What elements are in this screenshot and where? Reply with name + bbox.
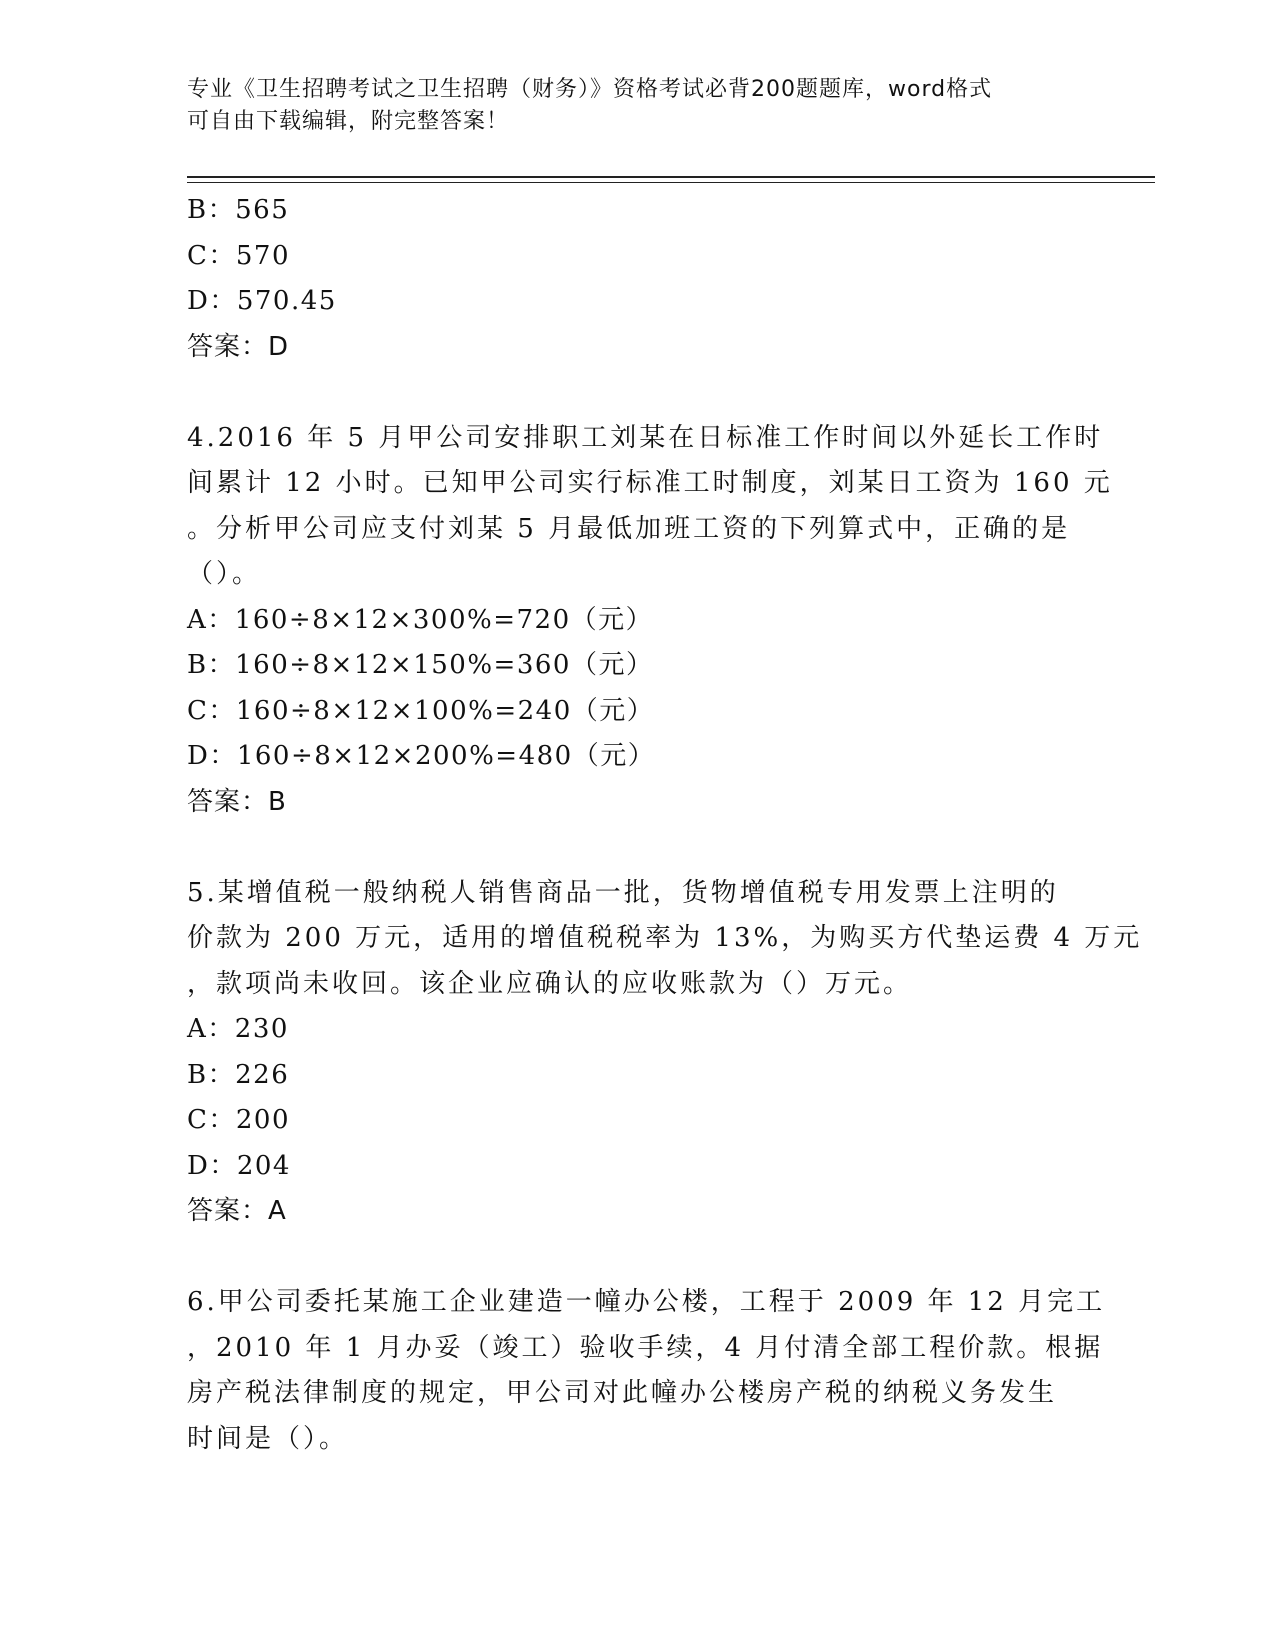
option-d: D：570.45 xyxy=(187,286,337,316)
option-b: B：565 xyxy=(187,195,290,225)
question-line: 5.某增值税一般纳税人销售商品一批，货物增值税专用发票上注明的 xyxy=(187,877,1059,908)
header-divider-thin xyxy=(187,182,1155,183)
question-4 xyxy=(187,416,1113,826)
question-line: 房产税法律制度的规定，甲公司对此幢办公楼房产税的纳税义务发生 xyxy=(187,1378,1058,1408)
question-5 xyxy=(187,871,1143,1235)
page-header xyxy=(187,74,1067,138)
answer-line: 答案：A xyxy=(187,1196,287,1226)
answer-line: 答案：D xyxy=(187,331,290,362)
question-6 xyxy=(187,1280,1106,1462)
option-c: C：570 xyxy=(187,240,291,271)
question-line: ，2010 年 1 月办妥（竣工）验收手续，4 月付清全部工程价款。根据 xyxy=(187,1332,1104,1363)
option-b: B：160÷8×12×150%=360（元） xyxy=(187,650,654,680)
option-a: A：160÷8×12×300%=720（元） xyxy=(187,604,654,635)
question-line: ，款项尚未收回。该企业应确认的应收账款为（）万元。 xyxy=(187,968,913,999)
question-line: 间累计 12 小时。已知甲公司实行标准工时制度，刘某日工资为 160 元 xyxy=(187,468,1113,498)
option-c: C：160÷8×12×100%=240（元） xyxy=(187,695,655,726)
question-6-text xyxy=(187,1280,1106,1462)
question-line: 价款为 200 万元，适用的增值税税率为 13%，为购买方代垫运费 4 万元 xyxy=(187,923,1143,953)
question-3-tail xyxy=(187,188,1087,370)
spacer xyxy=(187,370,1087,416)
option-c: C：200 xyxy=(187,1105,291,1135)
header-divider-thick xyxy=(187,176,1155,178)
question-line: （）。 xyxy=(187,559,262,589)
option-a: A：230 xyxy=(187,1014,289,1044)
question-5-text xyxy=(187,871,1143,1008)
question-list xyxy=(187,188,1143,1462)
question-line: 6.甲公司委托某施工企业建造一幢办公楼，工程于 2009 年 12 月完工 xyxy=(187,1287,1106,1317)
option-b: B：226 xyxy=(187,1059,290,1090)
spacer xyxy=(187,825,1087,871)
header-title-line-2: 可自由下载编辑，附完整答案！ xyxy=(187,109,510,134)
question-line: 4.2016 年 5 月甲公司安排职工刘某在日标准工作时间以外延长工作时 xyxy=(187,422,1104,453)
question-4-text xyxy=(187,416,1113,598)
header-title-line-1: 专业《卫生招聘考试之卫生招聘（财务）》资格考试必背200题题库，word格式 xyxy=(187,77,993,102)
option-d: D：204 xyxy=(187,1150,291,1181)
spacer xyxy=(187,1235,1087,1281)
answer-line: 答案：B xyxy=(187,786,287,817)
question-line: 时间是（）。 xyxy=(187,1423,349,1454)
option-d: D：160÷8×12×200%=480（元） xyxy=(187,741,656,771)
question-line: 。分析甲公司应支付刘某 5 月最低加班工资的下列算式中，正确的是 xyxy=(187,513,1071,544)
